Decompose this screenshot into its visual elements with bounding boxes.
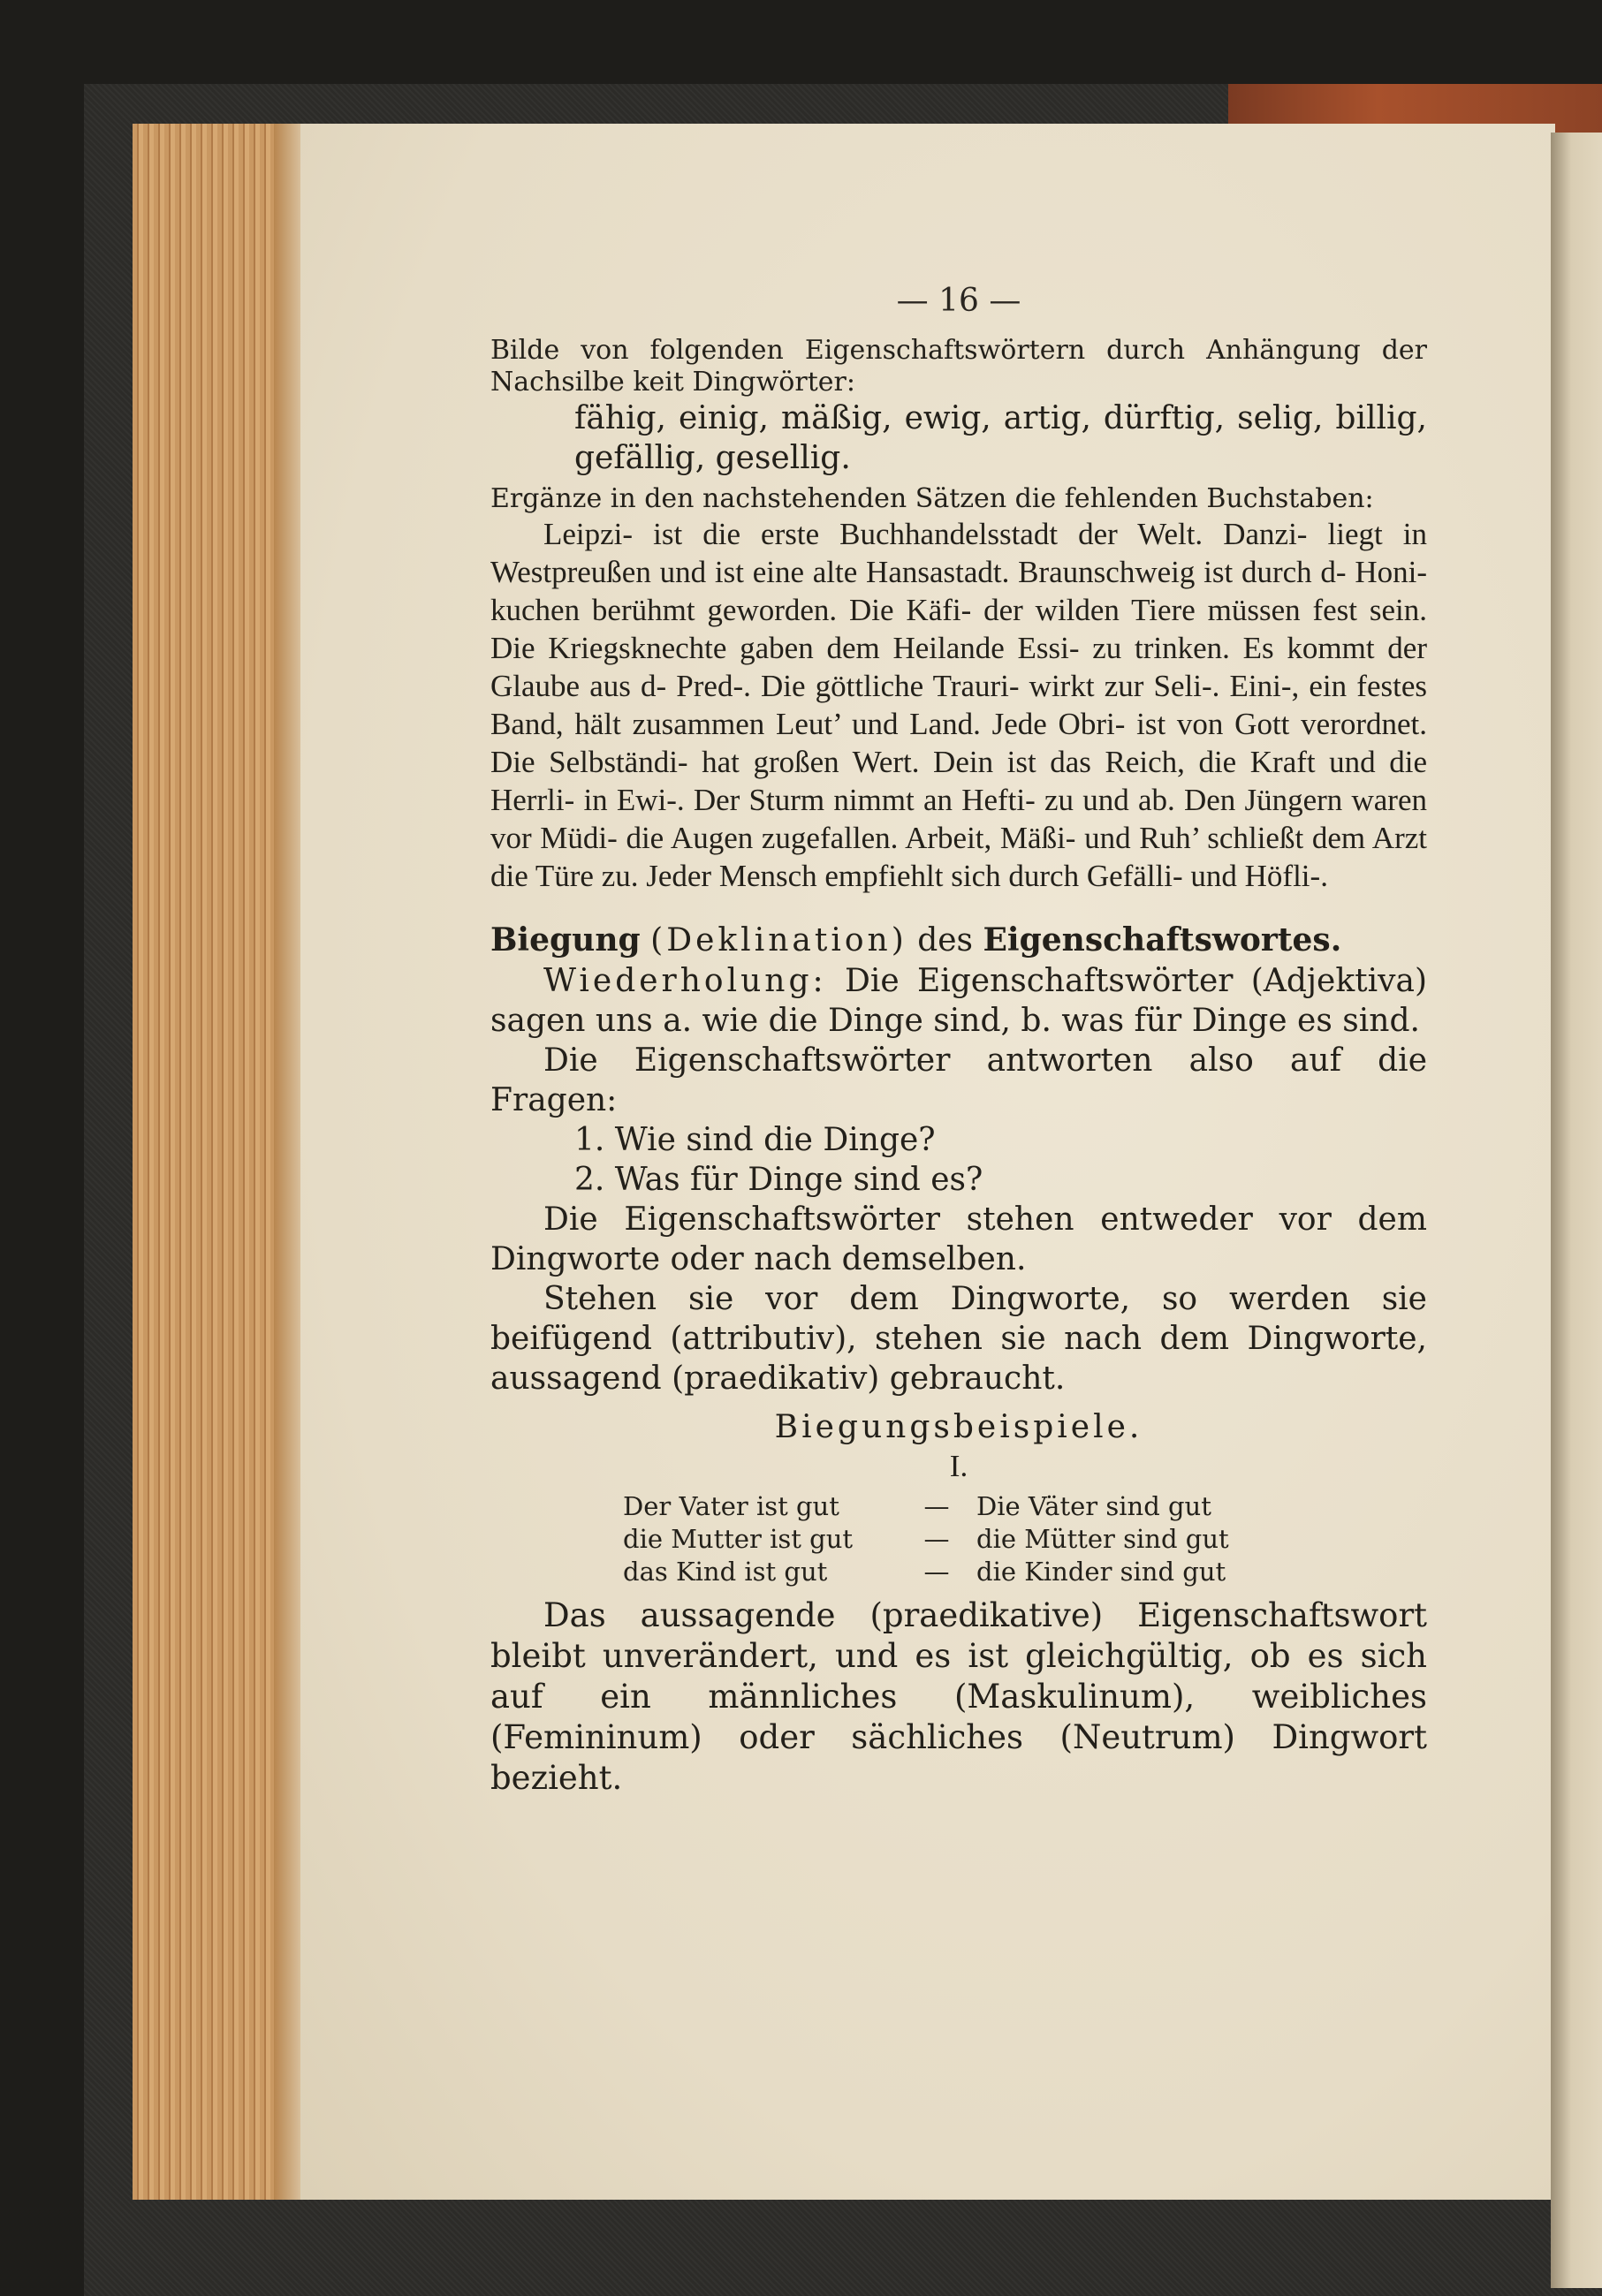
final-paragraph: Das aussagende (praedikative) Eigenschaftswort bleibt unverändert, und es ist gleichgültig, ob es sich auf ein männliches (Maskulinum), weibliches (Femininum) oder sächliches (Neutrum) Dingwort bezieht. — [490, 1596, 1427, 1797]
beispiel-singular: das Kind ist gut — [623, 1557, 828, 1587]
beispiel-plural: Die Väter sind gut — [976, 1491, 1211, 1521]
exercise2-instruction: Ergänze in den nachstehenden Sätzen die fehlenden Buchstaben: — [490, 483, 1374, 514]
heading-biegung: Biegung — [490, 921, 641, 959]
heading-deklination: (Deklination) — [650, 922, 907, 959]
wiederholung-text: Die Eigenschaftswörter (Adjektiva) sagen uns a. wie die Dinge sind, b. was für Dinge es sind. — [490, 963, 1427, 1039]
page-number: — 16 — — [896, 283, 1021, 319]
beispiel-dash: — — [923, 1491, 950, 1521]
beispiel-row — [490, 1490, 1427, 1523]
beispiel-dash: — — [923, 1524, 950, 1554]
beispiel-dash: — — [923, 1557, 950, 1587]
section-heading — [490, 920, 1427, 961]
wiederholung-paragraph — [490, 961, 1427, 1041]
exercise2-text: Leipzi- ist die erste Buchhandelsstadt der Welt. Danzi- liegt in Westpreußen und ist eine alte Hansastadt. Braunschweig ist durch d- Honi-kuchen berühmt geworden. Die Käfi- der wilden Tiere müssen fest sein. Die Kriegsknechte gaben dem Heilande Essi- zu trinken. Es kommt der Glaube aus d- Pred-. Die göttliche Trauri- wirkt zur Seli-. Eini-, ein festes Band, hält zusammen Leut’ und Land. Jede Obri- ist von Gott verordnet. Die Selbständi- hat großen Wert. Dein ist das Reich, die Kraft und die Herrli- in Ewi-. Der Sturm nimmt an Hefti- zu und ab. Den Jüngern waren vor Müdi- die Augen zugefallen. Arbeit, Mäßi- und Ruh’ schließt dem Arzt die Türe zu. Jeder Mensch empfiehlt sich durch Gefälli- und Höfli-. — [490, 517, 1427, 893]
exercise1-words: fähig, einig, mäßig, ewig, artig, dürftig, selig, billig, gefällig, gesellig. — [574, 400, 1427, 476]
beispiel-plural: die Kinder sind gut — [976, 1557, 1226, 1587]
beispiele-table — [490, 1490, 1427, 1588]
beispiele-roman: I. — [949, 1449, 968, 1483]
wiederholung-label: Wiederholung: — [543, 963, 827, 999]
beispiel-singular: Der Vater ist gut — [623, 1491, 839, 1521]
beispiele-title: Biegungsbeispiele. — [774, 1409, 1143, 1445]
heading-des: des — [917, 922, 974, 959]
beispiel-row — [490, 1556, 1427, 1588]
gebrauch-paragraph: Stehen sie vor dem Dingworte, so werden sie beifügend (attributiv), stehen sie nach dem Dingworte, aussagend (praedikativ) gebraucht. — [490, 1281, 1427, 1397]
beispiel-row — [490, 1523, 1427, 1556]
exercise1-instruction: Bilde von folgenden Eigenschaftswörtern durch Anhängung der Nachsilbe keit Dingwörter: — [490, 335, 1427, 398]
beispiel-singular: die Mutter ist gut — [623, 1524, 854, 1554]
facing-page-edge — [1551, 133, 1602, 2288]
stellung-paragraph: Die Eigenschaftswörter stehen entweder vor dem Dingworte oder nach demselben. — [490, 1201, 1427, 1277]
page-text — [490, 283, 1427, 1799]
frage-2: 2. Was für Dinge sind es? — [574, 1162, 983, 1198]
fragen-intro: Die Eigenschaftswörter antworten also auf die Fragen: — [490, 1042, 1427, 1118]
frage-1: 1. Wie sind die Dinge? — [574, 1122, 936, 1158]
beispiel-plural: die Mütter sind gut — [976, 1524, 1229, 1554]
heading-eigenschaftswortes: Eigenschaftswortes. — [983, 921, 1342, 959]
